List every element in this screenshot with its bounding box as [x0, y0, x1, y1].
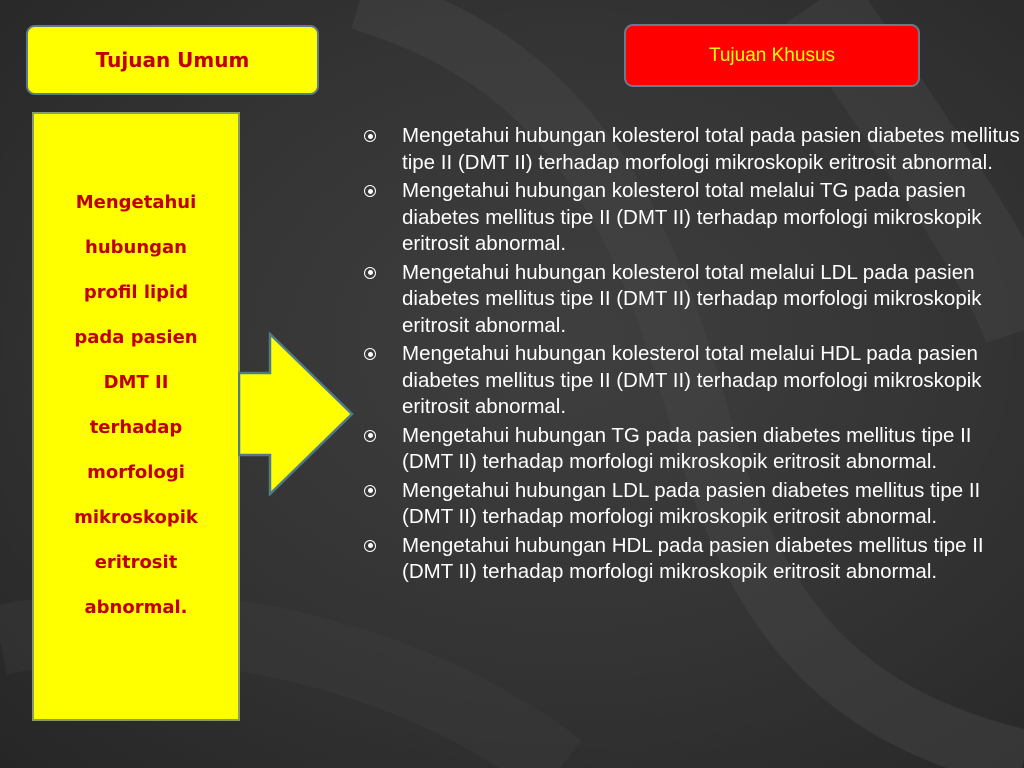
list-item — [360, 178, 1020, 258]
general-goal-line: abnormal. — [84, 597, 188, 618]
list-item — [360, 533, 1020, 586]
general-goal-line: Mengetahui — [75, 192, 197, 213]
list-item — [360, 423, 1020, 476]
specific-goals-list — [360, 123, 1020, 588]
list-item-text: Mengetahui hubungan kolesterol total melalui HDL pada pasien diabetes mellitus tipe II (DMT II) terhadap morfologi mikroskopik eritrosit abnormal. — [402, 342, 982, 418]
circle-bullet-icon — [364, 485, 376, 497]
circle-bullet-icon — [364, 348, 376, 360]
specific-goals-header-label: Tujuan Khusus — [708, 44, 836, 66]
general-goal-line: hubungan — [85, 237, 187, 258]
list-item — [360, 123, 1020, 176]
list-item — [360, 341, 1020, 421]
list-item-text: Mengetahui hubungan LDL pada pasien diabetes mellitus tipe II (DMT II) terhadap morfologi mikroskopik eritrosit abnormal. — [402, 478, 981, 528]
list-item-text: Mengetahui hubungan HDL pada pasien diabetes mellitus tipe II (DMT II) terhadap morfologi mikroskopik eritrosit abnormal. — [402, 533, 984, 583]
general-goal-header-label: Tujuan Umum — [95, 48, 250, 72]
general-goal-line: eritrosit — [94, 552, 178, 573]
circle-bullet-icon — [364, 185, 376, 197]
general-goal-line: profil lipid — [83, 282, 189, 303]
general-goal-header — [26, 25, 319, 95]
list-item-text: Mengetahui hubungan TG pada pasien diabetes mellitus tipe II (DMT II) terhadap morfologi mikroskopik eritrosit abnormal. — [402, 423, 972, 473]
list-item-text: Mengetahui hubungan kolesterol total melalui LDL pada pasien diabetes mellitus tipe II (DMT II) terhadap morfologi mikroskopik eritrosit abnormal. — [402, 260, 982, 337]
circle-bullet-icon — [364, 267, 376, 279]
general-goal-line: DMT II — [103, 372, 169, 393]
general-goal-text — [36, 180, 236, 630]
circle-bullet-icon — [364, 430, 376, 442]
general-goal-box — [32, 112, 240, 721]
list-item-text: Mengetahui hubungan kolesterol total melalui TG pada pasien diabetes mellitus tipe II (DMT II) terhadap morfologi mikroskopik eritrosit abnormal. — [402, 179, 982, 255]
right-arrow-icon — [238, 332, 356, 496]
general-goal-line: mikroskopik — [74, 507, 198, 528]
circle-bullet-icon — [364, 130, 376, 142]
general-goal-line: pada pasien — [74, 327, 198, 348]
specific-goals-header — [624, 24, 920, 87]
list-item — [360, 478, 1020, 531]
general-goal-line: morfologi — [87, 462, 185, 483]
general-goal-line: terhadap — [89, 417, 183, 438]
circle-bullet-icon — [364, 540, 376, 552]
list-item-text: Mengetahui hubungan kolesterol total pada pasien diabetes mellitus tipe II (DMT II) terhadap morfologi mikroskopik eritrosit abnormal. — [402, 124, 1020, 174]
list-item — [360, 260, 1020, 340]
